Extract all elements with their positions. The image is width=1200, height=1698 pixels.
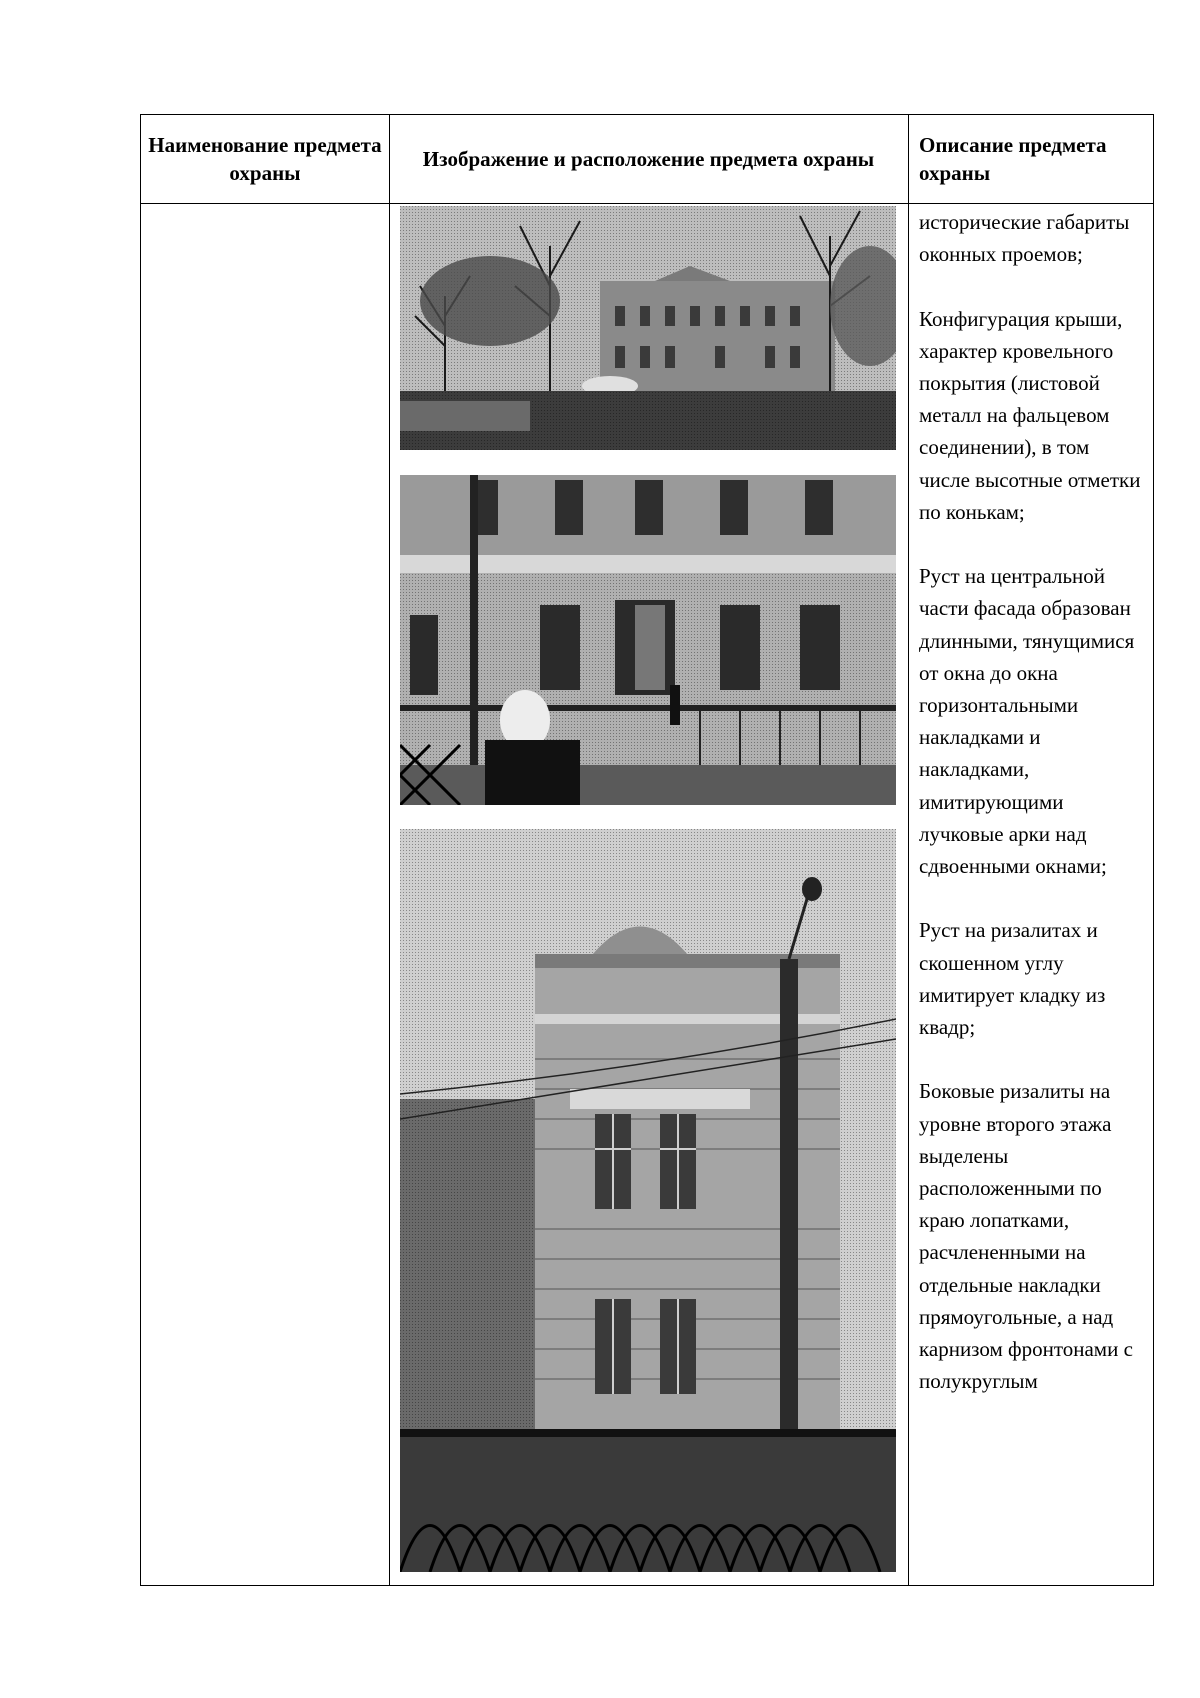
- building-photo-corner-risalit: [400, 829, 896, 1572]
- protection-description: [919, 206, 1144, 1397]
- description-paragraph-1: исторические габариты оконных проемов;: [919, 210, 1130, 267]
- header-name: Наименование предмета охраны: [148, 133, 382, 185]
- description-paragraph-2: Конфигурация крыши, характер кровельного покрытия (листовой металл на фальцевом соединении), в том числе высотные отметки по конькам;: [919, 306, 1141, 524]
- description-paragraph-5: Боковые ризалиты на уровне второго этажа выделены расположенными по краю лопатками, расчлененными на отдельные накладки прямоугольные, а над карнизом фронтонами с полукруглым: [919, 1079, 1133, 1394]
- column-divider-2: [908, 115, 909, 1585]
- column-divider-1: [389, 115, 390, 1585]
- building-photo-general-view: [400, 206, 896, 450]
- header-divider: [141, 203, 1153, 204]
- description-paragraph-4: Руст на ризалитах и скошенном углу имитирует кладку из квадр;: [919, 918, 1106, 1040]
- building-photo-entrance: [400, 475, 896, 805]
- header-image: Изображение и расположение предмета охраны: [422, 147, 875, 171]
- description-paragraph-3: Руст на центральной части фасада образован длинными, тянущимися от окна до окна горизонтальными накладками и накладками, имитирующими лучковые арки над сдвоенными окнами;: [919, 564, 1135, 879]
- header-description: Описание предмета охраны: [919, 133, 1107, 185]
